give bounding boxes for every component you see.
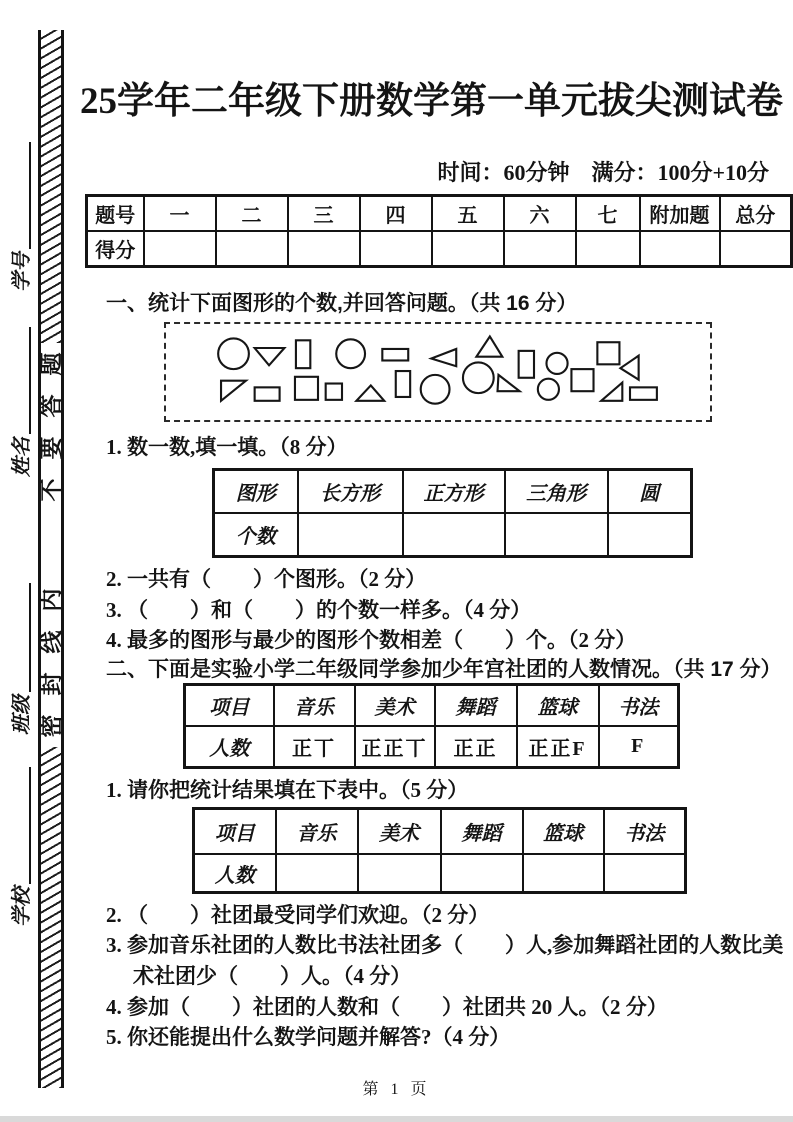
seal-char: 答 bbox=[38, 394, 64, 418]
seal-char: 要 bbox=[38, 436, 64, 460]
seal-char: 题 bbox=[38, 352, 64, 376]
tally-table-row-label: 人数 bbox=[185, 726, 274, 768]
result-answer-cell bbox=[358, 854, 441, 893]
side-label-text: 班级 bbox=[11, 695, 33, 735]
result-answer-cell bbox=[604, 854, 686, 893]
count-answer-cell bbox=[403, 513, 505, 557]
score-col-header: 七 bbox=[576, 196, 640, 232]
shapes-figure bbox=[166, 324, 710, 420]
result-answer-cell bbox=[523, 854, 604, 893]
seal-char: 内 bbox=[38, 588, 64, 612]
side-label-school bbox=[8, 767, 34, 927]
score-empty-cell bbox=[216, 231, 288, 267]
page-number: 第 1 页 bbox=[362, 1081, 431, 1098]
question-text: 4. 参加（ ）社团的人数和（ ）社团共 20 人。（2 分） bbox=[106, 995, 668, 1019]
tally-marks: 正正F bbox=[517, 726, 599, 768]
score-empty-cell bbox=[640, 231, 720, 267]
exam-meta: 时间：60分钟 满分：100分+10分 bbox=[437, 160, 769, 185]
score-empty-cell bbox=[720, 231, 792, 267]
scan-edge bbox=[0, 1116, 793, 1122]
result-table-header: 篮球 bbox=[523, 809, 604, 855]
count-table-header: 长方形 bbox=[298, 470, 403, 514]
score-col-header: 总分 bbox=[720, 196, 792, 232]
seal-line-strip bbox=[38, 30, 64, 1088]
result-table-header: 项目 bbox=[194, 809, 276, 855]
result-table-header: 音乐 bbox=[276, 809, 358, 855]
count-table-header: 图形 bbox=[214, 470, 298, 514]
question-text: 1. 请你把统计结果填在下表中。（5 分） bbox=[106, 778, 469, 802]
side-label-text: 学号 bbox=[11, 252, 33, 292]
score-empty-cell bbox=[432, 231, 504, 267]
count-table-row-label: 个数 bbox=[214, 513, 298, 557]
seal-gap bbox=[41, 511, 61, 579]
count-table-header: 圆 bbox=[608, 470, 692, 514]
blank-underline bbox=[29, 142, 31, 249]
score-empty-cell bbox=[504, 231, 576, 267]
result-table-header: 舞蹈 bbox=[441, 809, 523, 855]
question-text: 4. 最多的图形与最少的图形个数相差（ ）个。（2 分） bbox=[106, 628, 637, 652]
result-answer-cell bbox=[276, 854, 358, 893]
tally-marks: 正正 bbox=[435, 726, 517, 768]
tally-marks: 正丅 bbox=[274, 726, 355, 768]
section1-heading: 一、统计下面图形的个数,并回答问题。（共 16 分） bbox=[106, 292, 578, 315]
result-table-header: 书法 bbox=[604, 809, 686, 855]
question-text: 1. 数一数,填一填。（8 分） bbox=[106, 435, 348, 459]
result-table-header: 美术 bbox=[358, 809, 441, 855]
count-answer-cell bbox=[505, 513, 608, 557]
question-text: 3. 参加音乐社团的人数比书法社团多（ ）人,参加舞蹈社团的人数比美 bbox=[106, 933, 784, 957]
result-answer-cell bbox=[441, 854, 523, 893]
blank-underline bbox=[29, 327, 31, 434]
score-col-header: 五 bbox=[432, 196, 504, 232]
score-row-label: 得分 bbox=[87, 231, 144, 267]
tally-marks: F bbox=[599, 726, 679, 768]
hatch-pattern bbox=[41, 747, 61, 1088]
score-empty-cell bbox=[288, 231, 360, 267]
seal-char: 封 bbox=[38, 672, 64, 696]
question-text: 5. 你还能提出什么数学问题并解答?（4 分） bbox=[106, 1025, 511, 1049]
score-empty-cell bbox=[576, 231, 640, 267]
tally-table-header: 书法 bbox=[599, 685, 679, 727]
score-empty-cell bbox=[144, 231, 216, 267]
score-table bbox=[85, 194, 793, 268]
tally-table-header: 舞蹈 bbox=[435, 685, 517, 727]
result-table-row-label: 人数 bbox=[194, 854, 276, 893]
score-col-header: 二 bbox=[216, 196, 288, 232]
section2-heading: 二、下面是实验小学二年级同学参加少年宫社团的人数情况。（共 17 分） bbox=[106, 658, 782, 681]
score-col-header: 四 bbox=[360, 196, 432, 232]
count-answer-cell bbox=[608, 513, 692, 557]
score-col-header: 附加题 bbox=[640, 196, 720, 232]
count-table-header: 正方形 bbox=[403, 470, 505, 514]
seal-char: 密 bbox=[38, 714, 64, 738]
question-text: 2. 一共有（ ）个图形。（2 分） bbox=[106, 567, 427, 591]
side-label-student-number bbox=[8, 142, 34, 292]
score-row-label: 题号 bbox=[87, 196, 144, 232]
tally-table-header: 篮球 bbox=[517, 685, 599, 727]
score-col-header: 一 bbox=[144, 196, 216, 232]
result-table bbox=[192, 807, 687, 894]
count-table-header: 三角形 bbox=[505, 470, 608, 514]
question-text: 术社团少（ ）人。（4 分） bbox=[133, 964, 412, 988]
page-title: 25学年二年级下册数学第一单元拔尖测试卷 bbox=[80, 81, 783, 122]
shapes-box bbox=[164, 322, 712, 422]
question-text: 3. （ ）和（ ）的个数一样多。（4 分） bbox=[106, 598, 532, 622]
tally-table-header: 项目 bbox=[185, 685, 274, 727]
tally-table-header: 美术 bbox=[355, 685, 435, 727]
count-table bbox=[212, 468, 693, 558]
score-col-header: 六 bbox=[504, 196, 576, 232]
tally-table bbox=[183, 683, 680, 769]
tally-table-header: 音乐 bbox=[274, 685, 355, 727]
side-label-text: 姓名 bbox=[11, 437, 33, 477]
seal-char: 线 bbox=[38, 630, 64, 654]
question-text: 2. （ ）社团最受同学们欢迎。（2 分） bbox=[106, 903, 490, 927]
score-empty-cell bbox=[360, 231, 432, 267]
tally-marks: 正正丅 bbox=[355, 726, 435, 768]
count-answer-cell bbox=[298, 513, 403, 557]
blank-underline bbox=[29, 767, 31, 884]
side-label-text: 学校 bbox=[11, 887, 33, 927]
hatch-pattern bbox=[41, 30, 61, 343]
seal-char: 不 bbox=[38, 478, 64, 502]
score-col-header: 三 bbox=[288, 196, 360, 232]
